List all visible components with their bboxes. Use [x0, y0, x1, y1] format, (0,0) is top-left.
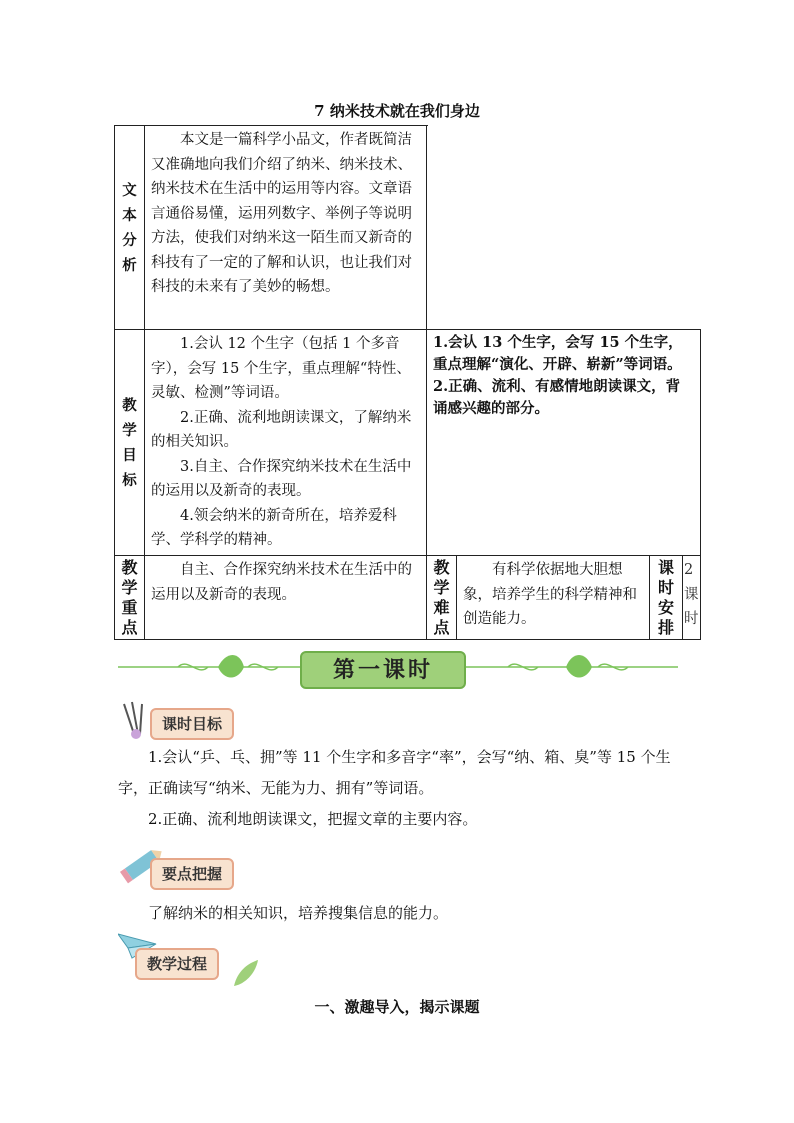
lesson-banner-title: 第一课时 — [300, 651, 466, 689]
schedule-text-cell — [683, 556, 701, 640]
analysis-text: 本文是一篇科学小品文，作者既简洁又准确地向我们介绍了纳米、纳米技术、纳米技术在生活中的运用等内容。文章语言通俗易懂，运用列数字、举例子等说明方法，使我们对纳米这一陌生而又新奇的科技有了一定的了解和认识，也让我们对科技的未来有了美妙的畅想。 — [151, 132, 412, 295]
goal-item: 4.领会纳米的新奇所在，培养爱科学、学科学的精神。 — [151, 507, 397, 548]
goal-line: 2.正确、流利地朗读课文，把握文章的主要内容。 — [148, 810, 478, 828]
goal-alt-item: 1.会认 13 个生字，会写 15 个生字，重点理解“演化、开辟、崭新”等词语。 — [433, 334, 683, 373]
process-heading: 一、激趣导入，揭示课题 — [314, 998, 480, 1016]
leaf-icon — [218, 655, 244, 678]
goal-item: 2.正确、流利地朗读课文，了解纳米的相关知识。 — [151, 409, 412, 450]
schedule-text: 2 — [684, 562, 694, 578]
schedule-header: 课 时 安 排 — [650, 556, 683, 640]
goals-text — [118, 742, 678, 835]
lesson-plan-table — [114, 125, 701, 640]
difficulty-text-cell — [457, 556, 650, 640]
lesson-title: 7 纳米技术就在我们身边 — [314, 102, 480, 120]
key-text-cell — [145, 556, 427, 640]
goal-header: 教 学 目 标 — [115, 330, 145, 556]
key-line: 了解纳米的相关知识，培养搜集信息的能力。 — [148, 904, 449, 922]
difficulty-header: 教 学 难 点 — [427, 556, 457, 640]
analysis-text-cell — [145, 126, 427, 330]
analysis-header: 文 本 分 析 — [115, 126, 145, 330]
goal-alt-cell — [427, 330, 701, 556]
process-tag: 教学过程 — [135, 948, 219, 980]
brush-icon — [118, 700, 154, 740]
goal-item: 3.自主、合作探究纳米技术在生活中的运用以及新奇的表现。 — [151, 458, 412, 499]
leaf-icon — [566, 655, 592, 678]
goal-item: 1.会认 12 个生字（包括 1 个多音字），会写 15 个生字，重点理解“特性、灵敏、检测”等词语。 — [151, 336, 411, 401]
leaf-icon — [232, 958, 260, 988]
goal-line: 1.会认“乒、乓、拥”等 11 个生字和多音字“率”，会写“纳、箱、臭”等 15 个生字，正确读写“纳米、无能为力、拥有”等词语。 — [118, 748, 671, 797]
goal-list-cell — [145, 330, 427, 556]
goal-alt-item: 2.正确、流利、有感情地朗读课文，背诵感兴趣的部分。 — [433, 378, 681, 417]
empty-cell — [427, 126, 701, 330]
key-text: 自主、合作探究纳米技术在生活中的运用以及新奇的表现。 — [151, 562, 412, 603]
schedule-text: 课 — [684, 586, 699, 603]
key-points-text — [118, 898, 678, 929]
key-points-tag: 要点把握 — [150, 858, 234, 890]
difficulty-text: 有科学依据地大胆想象，培养学生的科学精神和创造能力。 — [463, 562, 637, 627]
schedule-text: 时 — [684, 611, 699, 627]
key-header: 教 学 重 点 — [115, 556, 145, 640]
goals-tag: 课时目标 — [150, 708, 234, 740]
